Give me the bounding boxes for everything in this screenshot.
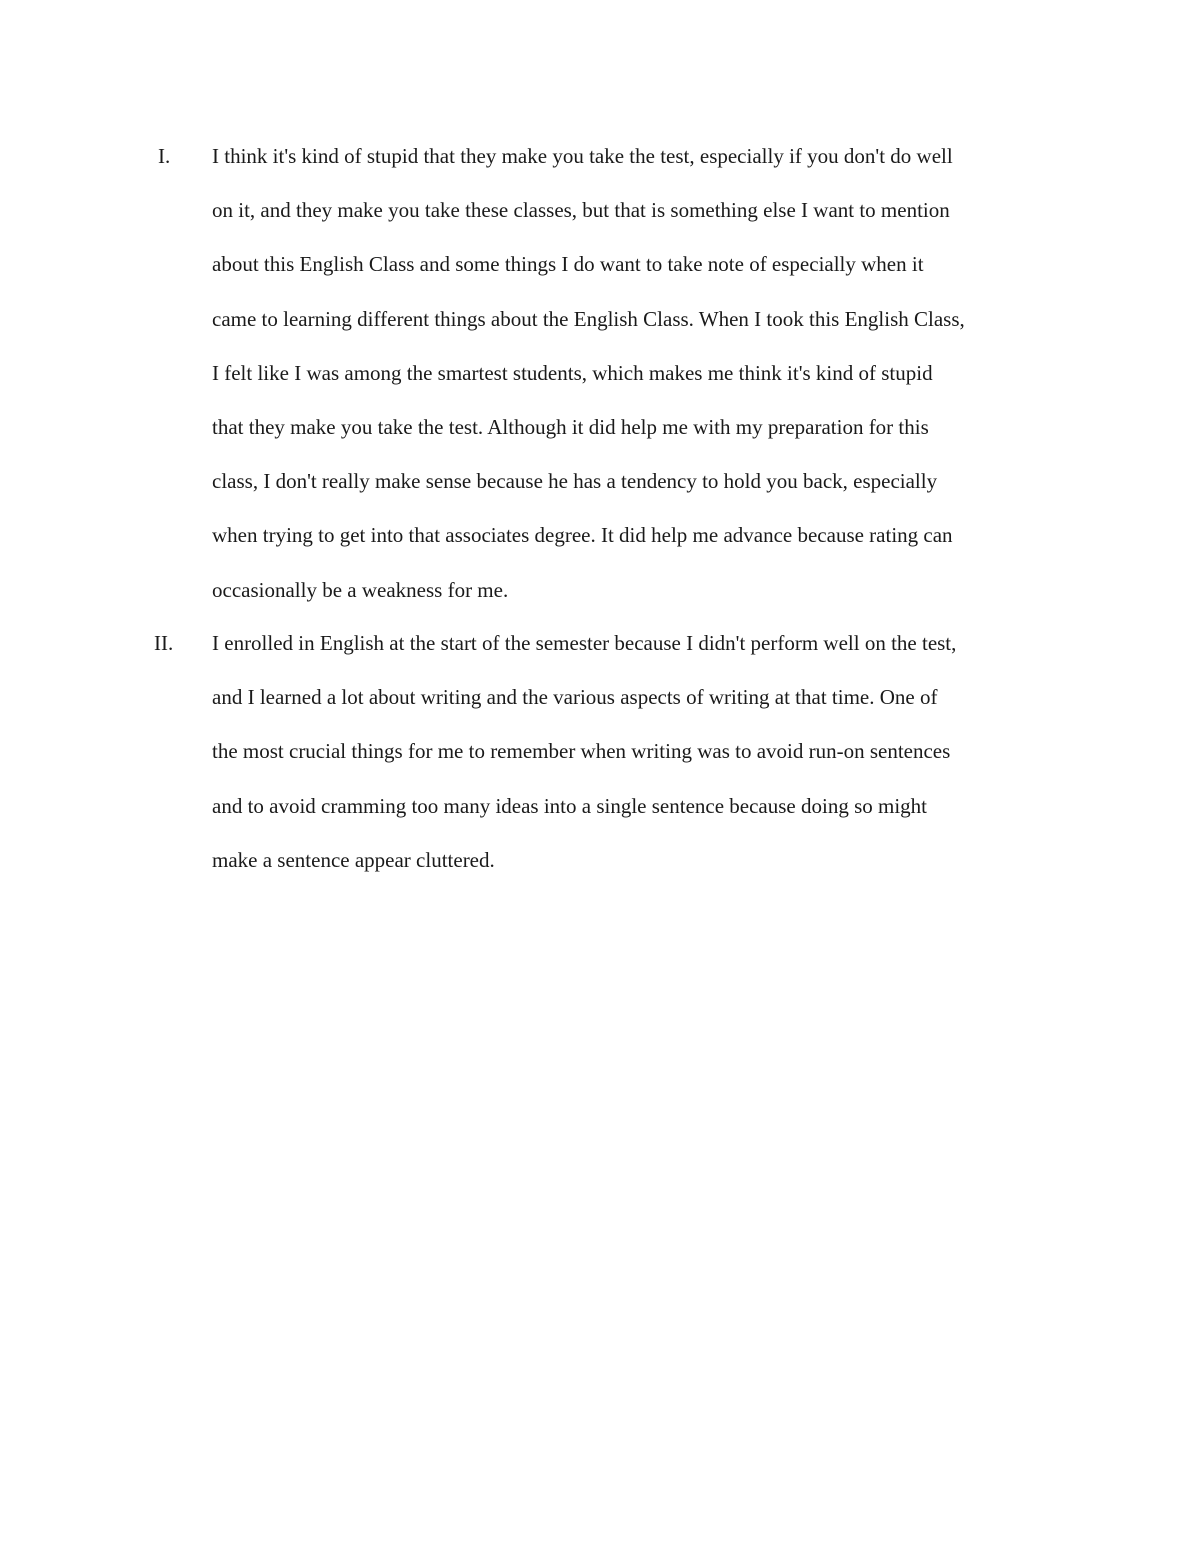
list-item-numeral: I. [158, 144, 171, 168]
text-line: the most crucial things for me to remember when writing was to avoid run-on sentences [212, 739, 951, 764]
list-item [150, 129, 1070, 617]
paragraph [212, 616, 1070, 887]
list-item-numeral: II. [154, 631, 174, 655]
text-line: class, I don't really make sense because he has a tendency to hold you back, especially [212, 469, 938, 494]
text-line: I think it's kind of stupid that they make you take the test, especially if you don't do well [212, 144, 953, 168]
text-line: when trying to get into that associates degree. It did help me advance because rating can [212, 523, 953, 548]
text-line: about this English Class and some things I do want to take note of especially when it [212, 252, 924, 277]
text-line: I felt like I was among the smartest students, which makes me think it's kind of stupid [212, 360, 933, 385]
text-line: that they make you take the test. Although it did help me with my preparation for this [212, 415, 929, 440]
text-line: I enrolled in English at the start of the semester because I didn't perform well on the test, [212, 631, 957, 655]
list-item [150, 616, 1070, 887]
text-line: occasionally be a weakness for me. [212, 577, 509, 602]
text-line: and I learned a lot about writing and the various aspects of writing at that time. One of [212, 685, 938, 710]
paragraph [212, 129, 1070, 617]
text-line: came to learning different things about the English Class. When I took this English Class, [212, 306, 965, 331]
text-line: on it, and they make you take these classes, but that is something else I want to mention [212, 198, 950, 223]
text-line: make a sentence appear cluttered. [212, 847, 495, 872]
text-line: and to avoid cramming too many ideas into a single sentence because doing so might [212, 793, 927, 818]
